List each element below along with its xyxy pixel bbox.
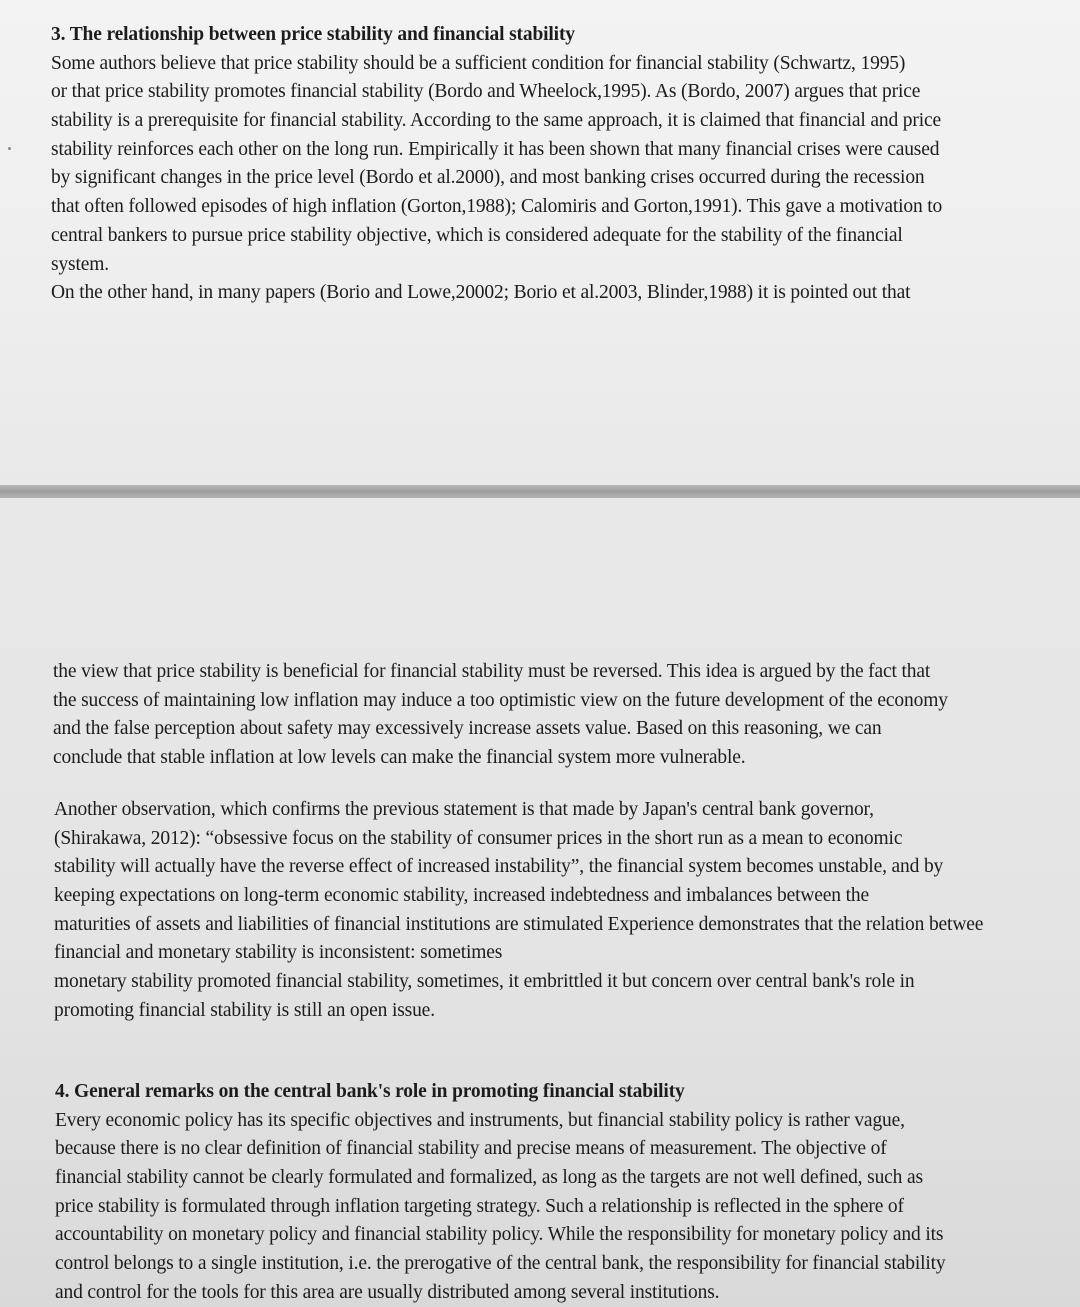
paragraph-line: by significant changes in the price level (Bordo et al.2000), and most banking crises occurred during the recession — [51, 167, 925, 189]
paragraph-line: promoting financial stability is still an open issue. — [54, 999, 435, 1021]
paragraph-line: the view that price stability is beneficial for financial stability must be reversed. This idea is argued by the fact that — [53, 661, 931, 682]
paragraph-line: Some authors believe that price stability should be a sufficient condition for financial stability (Schwartz, 1995) — [51, 52, 906, 74]
paragraph-line: stability is a prerequisite for financial stability. According to the same approach, it is claimed that financial and price — [51, 110, 941, 132]
observation-paragraph — [54, 796, 1080, 1026]
paragraph-line: On the other hand, in many papers (Borio and Lowe,20002; Borio et al.2003, Blinder,1988) it is pointed out that — [51, 282, 911, 304]
section-3 — [51, 21, 1080, 308]
section-4-heading: 4. General remarks on the central bank's role in promoting financial stability — [55, 1081, 685, 1102]
paragraph-line: financial and monetary stability is inconsistent: sometimes — [54, 942, 503, 964]
page-break — [0, 485, 1080, 498]
paragraph-line: or that price stability promotes financial stability (Bordo and Wheelock,1995). As (Bordo, 2007) argues that price — [51, 81, 921, 103]
paragraph-line: maturities of assets and liabilities of financial institutions are stimulated Experience demonstrates that the relation betwee — [54, 913, 984, 935]
paragraph-line: and the false perception about safety may excessively increase assets value. Based on this reasoning, we can — [53, 718, 882, 740]
margin-mark — [8, 147, 11, 150]
paragraph-line: accountability on monetary policy and financial stability policy. While the responsibility for monetary policy and its — [55, 1224, 944, 1246]
document-page-bottom — [0, 498, 1080, 1307]
paragraph-line: price stability is formulated through inflation targeting strategy. Such a relationship is reflected in the sphere of — [55, 1195, 904, 1217]
paragraph-line: that often followed episodes of high inflation (Gorton,1988); Calomiris and Gorton,1991). This gave a motivation to — [51, 196, 943, 218]
paragraph-line: conclude that stable inflation at low levels can make the financial system more vulnerable. — [53, 747, 746, 769]
paragraph-line: central bankers to pursue price stability objective, which is considered adequate for the stability of the financial — [51, 224, 903, 246]
paragraph-line: system. — [51, 253, 109, 275]
paragraph-line: stability reinforces each other on the long run. Empirically it has been shown that many financial crises were caused — [51, 138, 940, 160]
section-4 — [55, 1078, 1080, 1307]
continuation-paragraph — [53, 658, 1080, 773]
paragraph-line: the success of maintaining low inflation may induce a too optimistic view on the future development of the economy — [53, 689, 948, 711]
section-3-heading: 3. The relationship between price stability and financial stability — [51, 24, 575, 45]
paragraph-line: Another observation, which confirms the previous statement is that made by Japan's central bank governor, — [54, 799, 874, 820]
paragraph-line: Every economic policy has its specific objectives and instruments, but financial stability policy is rather vague, — [55, 1109, 905, 1131]
paragraph-line: stability will actually have the reverse effect of increased instability”, the financial system becomes unstable, and by — [54, 856, 944, 878]
paragraph-line: and control for the tools for this area are usually distributed among several institutions. — [55, 1281, 720, 1303]
paragraph-line: monetary stability promoted financial stability, sometimes, it embrittled it but concern over central bank's role in — [54, 971, 915, 993]
document-page-top — [0, 0, 1080, 485]
paragraph-line: because there is no clear definition of financial stability and precise means of measurement. The objective of — [55, 1138, 887, 1160]
paragraph-line: (Shirakawa, 2012): “obsessive focus on the stability of consumer prices in the short run as a mean to economic — [54, 827, 903, 849]
paragraph-line: control belongs to a single institution, i.e. the prerogative of the central bank, the responsibility for financial stability — [55, 1253, 946, 1275]
paragraph-line: financial stability cannot be clearly formulated and formalized, as long as the targets are not well defined, such as — [55, 1167, 923, 1189]
paragraph-line: keeping expectations on long-term economic stability, increased indebtedness and imbalances between the — [54, 885, 870, 907]
